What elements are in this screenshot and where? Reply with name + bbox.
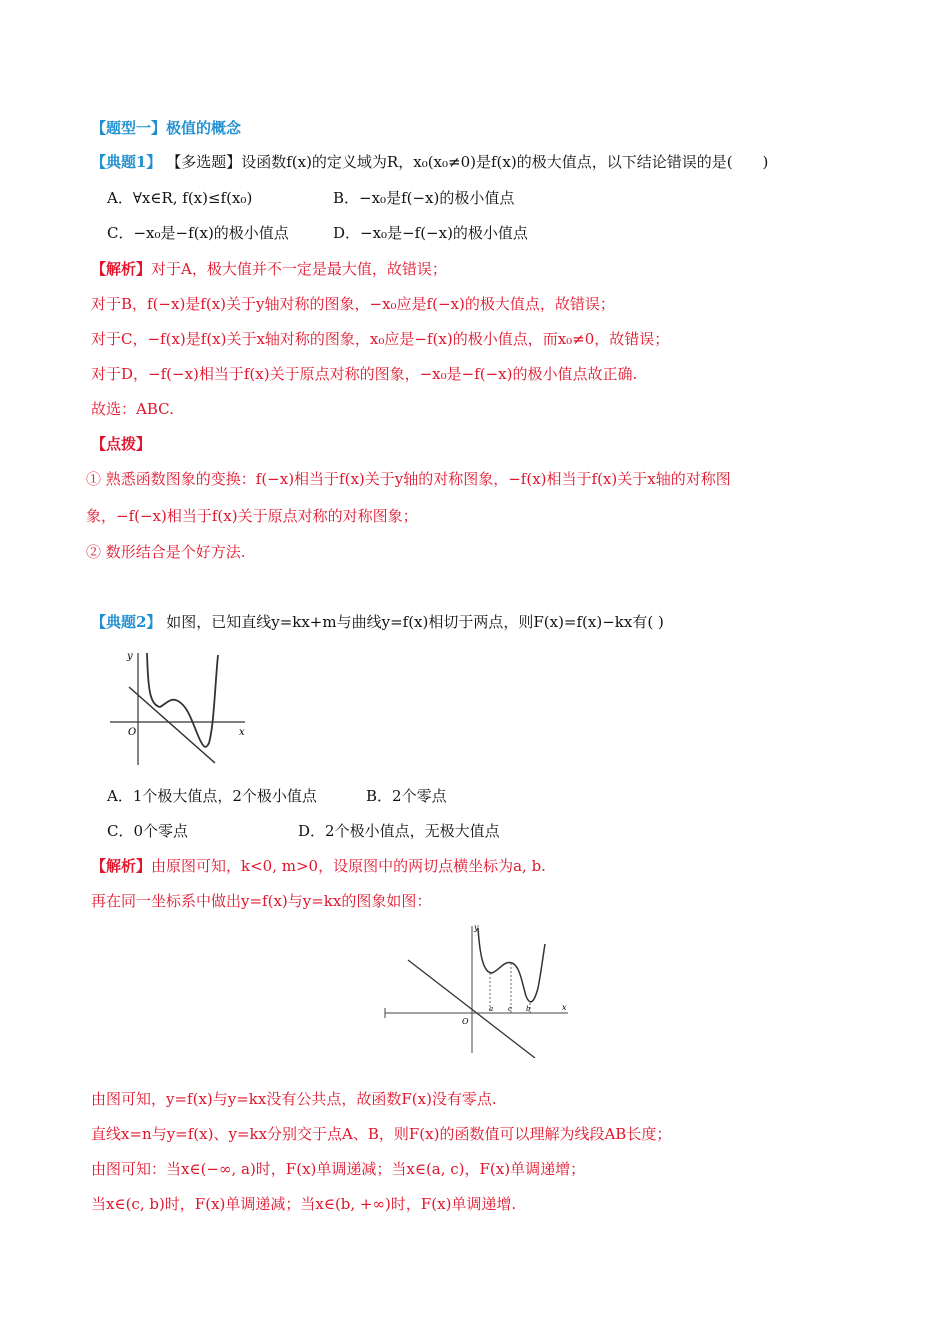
q2-analysis-tag: 【解析】: [91, 857, 152, 875]
q2-analysis-text1: 由原图可知，k<0, m>0，设原图中的两切点横坐标为a, b.: [151, 857, 546, 875]
q1-option-c: C．−x₀是−f(x)的极小值点: [107, 224, 289, 242]
q2-option-a: A．1个极大值点，2个极小值点: [107, 787, 317, 805]
q1-tip2: ② 数形结合是个好方法.: [86, 543, 246, 561]
q1-tip-tag: 【点拨】: [91, 435, 152, 453]
fig2-b-label: b: [526, 1005, 531, 1013]
q2-tag: 【典题2】: [91, 613, 162, 631]
q1-text: 【多选题】设函数f(x)的定义域为R，x₀(x₀≠0)是f(x)的极大值点，以下结论错误的是( ): [166, 153, 769, 171]
fig2-a-label: a: [489, 1005, 494, 1013]
fig1-origin-label: O: [128, 727, 137, 738]
q1-option-a: A．∀x∈R, f(x)≤f(x₀): [107, 189, 253, 207]
q1-option-d: D．−x₀是−f(−x)的极小值点: [333, 224, 528, 242]
fig2-c-label: c: [508, 1005, 512, 1013]
q1-analysis-line4: 对于D，−f(−x)相当于f(x)关于原点对称的图象，−x₀是−f(−x)的极小值点故正确.: [91, 365, 638, 383]
q1-analysis-tag: 【解析】: [91, 260, 152, 278]
q2-analysis-line2: 再在同一坐标系中做出y=f(x)与y=kx的图象如图：: [91, 892, 432, 910]
q2-analysis-line1: [91, 855, 546, 877]
q1-option-b: B．−x₀是f(−x)的极小值点: [333, 189, 515, 207]
fig2-x-label: x: [562, 1003, 567, 1012]
q2-figure-original: [105, 645, 250, 770]
q1-answer: 故选：ABC.: [91, 400, 174, 418]
q1-tip1a: ① 熟悉函数图象的变换：f(−x)相当于f(x)关于y轴的对称图象，−f(x)相当于f(x)关于x轴的对称图: [86, 470, 731, 488]
fig2-y-label: y: [474, 923, 479, 932]
q1-analysis-text1: 对于A，极大值并不一定是最大值，故错误；: [151, 260, 447, 278]
q2-stem: [91, 611, 664, 633]
q2-option-b: B．2个零点: [366, 787, 447, 805]
q2-option-c: C．0个零点: [107, 822, 189, 840]
q1-tag: 【典题1】: [91, 153, 162, 171]
fig1-y-label: y: [127, 651, 133, 662]
section-title: 【题型一】极值的概念: [91, 119, 242, 137]
q1-analysis-line1: [91, 258, 447, 280]
q2-analysis-line6: 当x∈(c, b)时，F(x)单调递减；当x∈(b, +∞)时，F(x)单调递增.: [91, 1195, 517, 1213]
q1-stem: [91, 151, 768, 173]
fig2-origin-label: O: [462, 1017, 469, 1026]
q2-option-d: D．2个极小值点，无极大值点: [298, 822, 500, 840]
q2-analysis-line5: 由图可知：当x∈(−∞, a)时，F(x)单调递减；当x∈(a, c)，F(x)单调递增；: [91, 1160, 586, 1178]
q1-tip1b: 象，−f(−x)相当于f(x)关于原点对称的对称图象；: [86, 507, 418, 525]
q1-analysis-line3: 对于C，−f(x)是f(x)关于x轴对称的图象，x₀应是−f(x)的极小值点，而x₀≠0，故错误；: [91, 330, 670, 348]
q2-analysis-line3: 由图可知，y=f(x)与y=kx没有公共点，故函数F(x)没有零点.: [91, 1090, 497, 1108]
q2-figure-analysis: [380, 918, 575, 1058]
fig1-x-label: x: [239, 727, 245, 738]
q1-analysis-line2: 对于B，f(−x)是f(x)关于y轴对称的图象，−x₀应是f(−x)的极大值点，故错误；: [91, 295, 615, 313]
q2-text: 如图，已知直线y=kx+m与曲线y=f(x)相切于两点，则F(x)=f(x)−kx有( ): [166, 613, 664, 631]
q2-analysis-line4: 直线x=n与y=f(x)、y=kx分别交于点A、B，则F(x)的函数值可以理解为线段AB长度；: [91, 1125, 672, 1143]
